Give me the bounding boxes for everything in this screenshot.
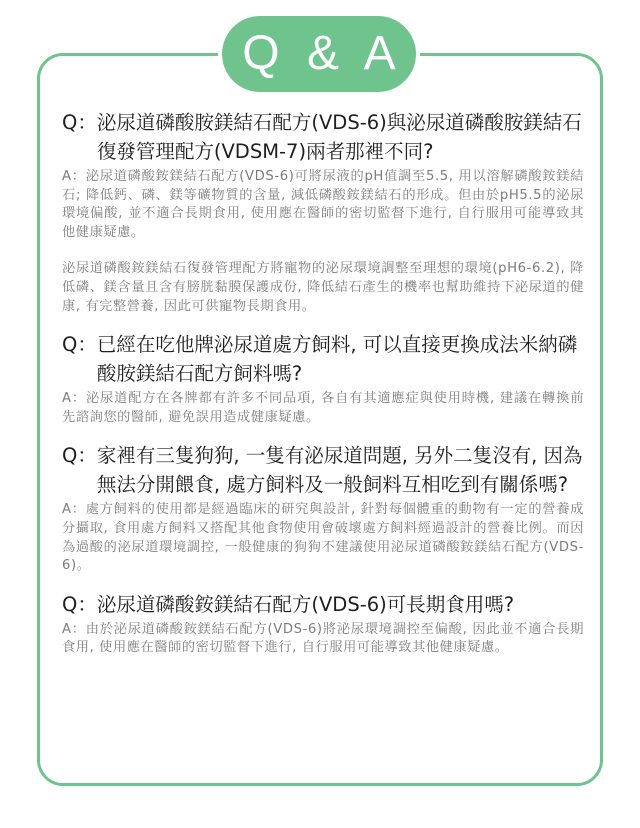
question-text: 家裡有三隻狗狗, 一隻有泌尿道問題, 另外二隻沒有, 因為無法分開餵食, 處方飼料及一般飼料互相吃到有關係嗎? xyxy=(96,444,583,497)
answer-paragraph: A：由於泌尿道磷酸銨鎂結石配方(VDS-6)將泌尿環境調控至偏酸, 因此並不適合長期食用, 使用應在醫師的密切監督下進行, 自行服用可能導致其他健康疑慮。 xyxy=(62,621,584,656)
question-text: 泌尿道磷酸銨鎂結石配方(VDS-6)可長期食用嗎? xyxy=(96,592,515,616)
qa-item xyxy=(62,330,584,427)
answer xyxy=(62,621,584,658)
answer-paragraph: 泌尿道磷酸銨鎂結石復發管理配方將寵物的泌尿環境調整至理想的環境(pH6-6.2), 降低磷、鎂含量且含有膀胱黏膜保護成份, 降低結石產生的機率也幫助維持下泌尿道的健康, 有完整營養, 因此可供寵物長期食用。 xyxy=(62,261,584,314)
answer-paragraph: A：泌尿道配方在各牌都有許多不同品項, 各自有其適應症與使用時機, 建議在轉換前先諮詢您的醫師, 避免誤用造成健康疑慮。 xyxy=(62,391,584,425)
qa-item xyxy=(62,108,584,316)
question-text: 已經在吃他牌泌尿道處方飼料, 可以直接更換成法米納磷酸胺鎂結石配方飼料嗎? xyxy=(96,333,578,386)
qa-list xyxy=(62,108,584,658)
answer-paragraph: A：處方飼料的使用都是經過臨床的研究與設計, 針對每個體重的動物有一定的營養成分攝取, 食用處方飼料又搭配其他食物使用會破壞處方飼料經過設計的營養比例。而因為過酸的泌尿道環境調控, 一般健康的狗狗不建議使用泌尿道磷酸銨鎂結石配方(VDS-6)。 xyxy=(62,502,584,574)
question xyxy=(62,330,584,388)
question xyxy=(62,108,584,166)
qa-item xyxy=(62,590,584,658)
question-prefix: Q： xyxy=(62,444,97,468)
question-prefix: Q： xyxy=(62,592,97,616)
qa-item xyxy=(62,441,584,575)
answer xyxy=(62,501,584,575)
page-title: Q & A xyxy=(242,27,403,80)
question-text: 泌尿道磷酸胺鎂結石配方(VDS-6)與泌尿道磷酸胺鎂結石復發管理配方(VDSM-7)兩者那裡不同? xyxy=(96,111,582,163)
title-badge xyxy=(222,16,416,92)
question-prefix: Q： xyxy=(62,111,97,134)
question xyxy=(62,441,584,499)
answer xyxy=(62,390,584,427)
question xyxy=(62,590,584,619)
answer xyxy=(62,168,584,316)
answer-paragraph: A：泌尿道磷酸銨鎂結石配方(VDS-6)可將尿液的pH值調至5.5, 用以溶解磷酸銨鎂結石; 降低鈣、磷、鎂等礦物質的含量, 減低磷酸銨鎂結石的形成。但由於pH5.5的泌尿環境偏酸, 並不適合長期食用, 使用應在醫師的密切監督下進行, 自行服用可能導致其他健康疑慮。 xyxy=(62,169,584,240)
question-prefix: Q： xyxy=(62,333,97,357)
